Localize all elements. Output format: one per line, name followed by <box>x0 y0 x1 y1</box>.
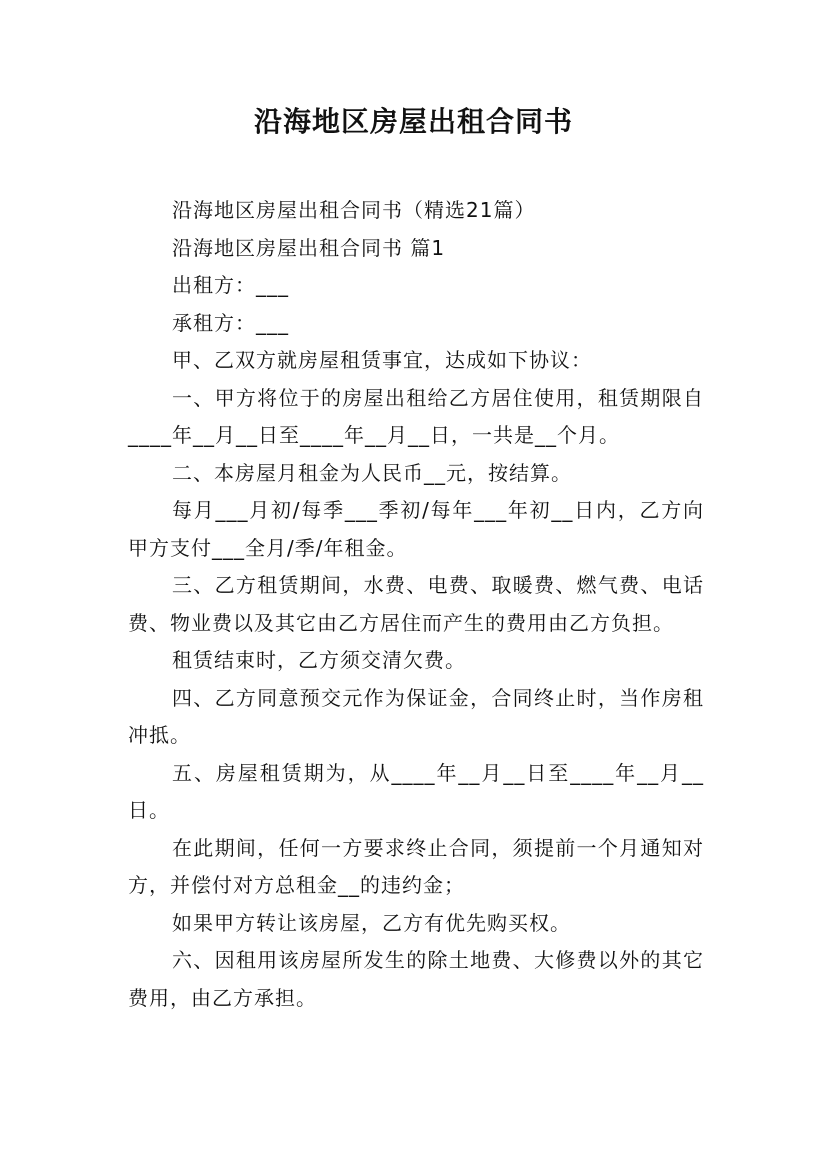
paragraph-subtitle: 沿海地区房屋出租合同书（精选21篇） <box>172 198 536 222</box>
paragraph-priority-purchase: 如果甲方转让该房屋，乙方有优先购买权。 <box>172 910 571 935</box>
paragraph-clause-5: 五、房屋租赁期为，从____年__月__日至____年__月__日。 <box>128 760 704 822</box>
paragraph-clause-1: 一、甲方将位于的房屋出租给乙方居住使用，租赁期限自____年__月__日至____年__月__日，一共是__个月。 <box>128 385 704 447</box>
paragraph-settlement: 租赁结束时，乙方须交清欠费。 <box>172 648 466 672</box>
paragraph-clause-6: 六、因租用该房屋所发生的除土地费、大修费以外的其它费用，由乙方承担。 <box>128 948 704 1010</box>
paragraph-clause-4: 四、乙方同意预交元作为保证金，合同终止时，当作房租冲抵。 <box>128 685 704 747</box>
paragraph-payment: 每月___月初/每季___季初/每年___年初__日内，乙方向甲方支付___全月/季/年租金。 <box>128 498 704 560</box>
paragraph-lessee: 承租方：___ <box>172 310 289 335</box>
document-title: 沿海地区房屋出租合同书 <box>253 105 573 138</box>
paragraph-termination: 在此期间，任何一方要求终止合同，须提前一个月通知对方，并偿付对方总租金__的违约金； <box>128 835 704 897</box>
paragraph-clause-2: 二、本房屋月租金为人民币__元，按结算。 <box>172 460 572 485</box>
paragraph-lessor: 出租方：___ <box>172 273 289 297</box>
paragraph-clause-3: 三、乙方租赁期间，水费、电费、取暖费、燃气费、电话费、物业费以及其它由乙方居住而产生的费用由乙方负担。 <box>128 573 704 635</box>
document-body <box>128 192 704 1017</box>
paragraph-section-heading: 沿海地区房屋出租合同书 篇1 <box>172 235 446 260</box>
paragraph-agreement-intro: 甲、乙双方就房屋租赁事宜，达成如下协议： <box>172 348 592 372</box>
